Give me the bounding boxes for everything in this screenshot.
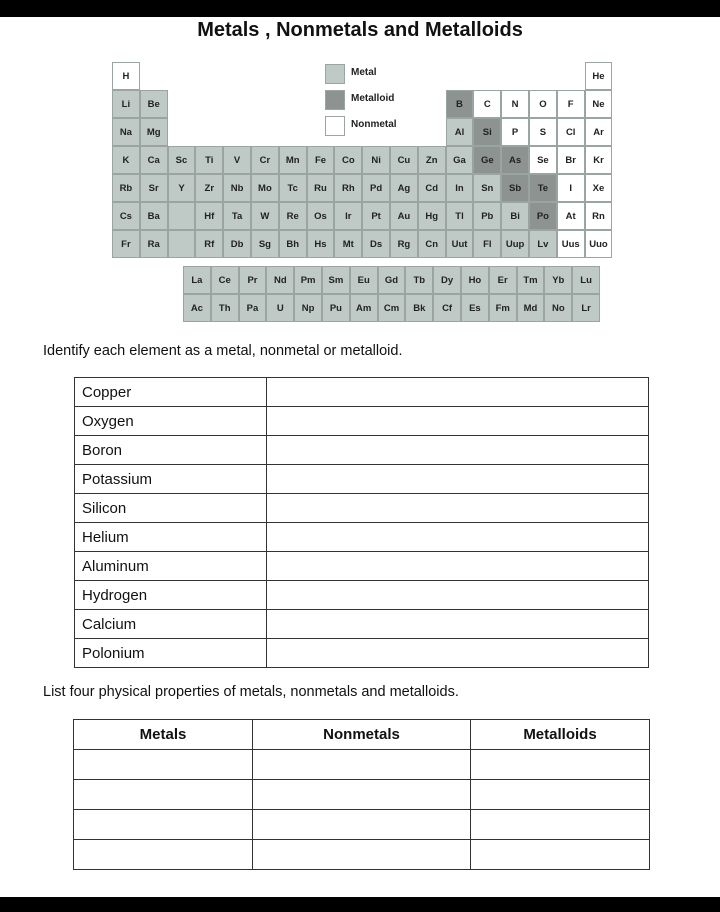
element-cell-rh: Rh [334, 174, 362, 202]
element-cell-si: Si [473, 118, 501, 146]
header-row [74, 720, 650, 750]
element-cell-i: I [557, 174, 585, 202]
table-row [75, 581, 649, 610]
element-name: Helium [75, 523, 267, 552]
answer-cell[interactable] [267, 581, 649, 610]
question-2-prompt: List four physical properties of metals, nonmetals and metalloids. [43, 684, 459, 700]
element-cell-v: V [223, 146, 251, 174]
answer-cell[interactable] [267, 465, 649, 494]
legend-item-metal [325, 64, 445, 86]
answer-cell[interactable] [267, 610, 649, 639]
legend-swatch [325, 116, 345, 136]
element-cell-lu: Lu [572, 266, 600, 294]
element-cell-nd: Nd [266, 266, 294, 294]
element-name: Calcium [75, 610, 267, 639]
element-cell-hg: Hg [418, 202, 446, 230]
element-cell-tl: Tl [446, 202, 474, 230]
table-row [74, 840, 650, 870]
element-cell-ir: Ir [334, 202, 362, 230]
table-row [75, 639, 649, 668]
element-cell-er: Er [489, 266, 517, 294]
answer-cell[interactable] [267, 639, 649, 668]
property-cell-metalloids[interactable] [471, 780, 650, 810]
element-cell-ge: Ge [473, 146, 501, 174]
legend-item-nonmetal [325, 116, 445, 138]
element-cell-xe: Xe [585, 174, 613, 202]
element-cell-ga: Ga [446, 146, 474, 174]
element-cell-as: As [501, 146, 529, 174]
property-cell-metalloids[interactable] [471, 840, 650, 870]
element-cell-lr: Lr [572, 294, 600, 322]
element-cell-cs: Cs [112, 202, 140, 230]
table-row [75, 552, 649, 581]
classification-table [74, 377, 649, 668]
element-cell-li: Li [112, 90, 140, 118]
element-cell-sn: Sn [473, 174, 501, 202]
element-cell-sr: Sr [140, 174, 168, 202]
element-cell-pa: Pa [239, 294, 267, 322]
element-cell-ru: Ru [307, 174, 335, 202]
element-name: Oxygen [75, 407, 267, 436]
element-cell-pm: Pm [294, 266, 322, 294]
element-cell-po: Po [529, 202, 557, 230]
element-cell-os: Os [307, 202, 335, 230]
element-cell-ag: Ag [390, 174, 418, 202]
element-cell-uuo: Uuo [585, 230, 613, 258]
element-cell-ra: Ra [140, 230, 168, 258]
answer-cell[interactable] [267, 552, 649, 581]
element-cell-b: B [446, 90, 474, 118]
element-cell-cm: Cm [378, 294, 406, 322]
property-cell-metalloids[interactable] [471, 750, 650, 780]
answer-cell[interactable] [267, 407, 649, 436]
element-cell-pr: Pr [239, 266, 267, 294]
answer-cell[interactable] [267, 378, 649, 407]
element-cell-dy: Dy [433, 266, 461, 294]
element-cell-tc: Tc [279, 174, 307, 202]
element-cell-au: Au [390, 202, 418, 230]
element-cell-o: O [529, 90, 557, 118]
element-cell-te: Te [529, 174, 557, 202]
element-placeholder-cell [168, 230, 196, 258]
table-row [75, 465, 649, 494]
property-cell-nonmetals[interactable] [253, 780, 471, 810]
element-cell-lv: Lv [529, 230, 557, 258]
element-cell-zn: Zn [418, 146, 446, 174]
legend-label: Nonmetal [351, 119, 397, 130]
element-name: Polonium [75, 639, 267, 668]
element-cell-ni: Ni [362, 146, 390, 174]
element-cell-co: Co [334, 146, 362, 174]
legend-item-metalloid [325, 90, 445, 112]
column-header-nonmetals: Nonmetals [253, 720, 471, 750]
element-cell-ta: Ta [223, 202, 251, 230]
element-name: Potassium [75, 465, 267, 494]
legend-swatch [325, 64, 345, 84]
element-cell-be: Be [140, 90, 168, 118]
column-header-metalloids: Metalloids [471, 720, 650, 750]
property-cell-metals[interactable] [74, 840, 253, 870]
element-cell-rg: Rg [390, 230, 418, 258]
column-header-metals: Metals [74, 720, 253, 750]
table-row [75, 436, 649, 465]
element-cell-mg: Mg [140, 118, 168, 146]
element-cell-ar: Ar [585, 118, 613, 146]
question-1-prompt: Identify each element as a metal, nonmetal or metalloid. [43, 343, 403, 359]
element-cell-zr: Zr [195, 174, 223, 202]
answer-cell[interactable] [267, 436, 649, 465]
answer-cell[interactable] [267, 494, 649, 523]
element-cell-bi: Bi [501, 202, 529, 230]
table-row [74, 780, 650, 810]
element-cell-yb: Yb [544, 266, 572, 294]
element-cell-at: At [557, 202, 585, 230]
element-cell-re: Re [279, 202, 307, 230]
table-row [74, 750, 650, 780]
element-cell-uus: Uus [557, 230, 585, 258]
element-cell-ce: Ce [211, 266, 239, 294]
element-cell-ho: Ho [461, 266, 489, 294]
element-cell-tb: Tb [405, 266, 433, 294]
element-name: Hydrogen [75, 581, 267, 610]
element-cell-pb: Pb [473, 202, 501, 230]
element-cell-k: K [112, 146, 140, 174]
element-cell-hf: Hf [195, 202, 223, 230]
element-cell-tm: Tm [517, 266, 545, 294]
element-cell-sm: Sm [322, 266, 350, 294]
element-cell-fl: Fl [473, 230, 501, 258]
property-cell-nonmetals[interactable] [253, 810, 471, 840]
property-cell-metals[interactable] [74, 810, 253, 840]
element-cell-he: He [585, 62, 613, 90]
page-title: Metals , Nonmetals and Metalloids [197, 19, 523, 41]
element-cell-cr: Cr [251, 146, 279, 174]
element-cell-am: Am [350, 294, 378, 322]
element-cell-cu: Cu [390, 146, 418, 174]
element-cell-pd: Pd [362, 174, 390, 202]
element-cell-uut: Uut [446, 230, 474, 258]
element-cell-sc: Sc [168, 146, 196, 174]
worksheet-page [0, 17, 720, 897]
element-cell-rf: Rf [195, 230, 223, 258]
element-cell-cd: Cd [418, 174, 446, 202]
element-cell-th: Th [211, 294, 239, 322]
element-cell-p: P [501, 118, 529, 146]
element-cell-la: La [183, 266, 211, 294]
element-cell-eu: Eu [350, 266, 378, 294]
element-cell-ac: Ac [183, 294, 211, 322]
element-cell-bk: Bk [405, 294, 433, 322]
element-cell-cf: Cf [433, 294, 461, 322]
element-cell-h: H [112, 62, 140, 90]
element-placeholder-cell [168, 202, 196, 230]
element-name: Silicon [75, 494, 267, 523]
table-row [75, 523, 649, 552]
element-cell-ba: Ba [140, 202, 168, 230]
element-cell-fr: Fr [112, 230, 140, 258]
element-cell-pu: Pu [322, 294, 350, 322]
element-cell-sb: Sb [501, 174, 529, 202]
element-name: Aluminum [75, 552, 267, 581]
element-cell-al: Al [446, 118, 474, 146]
element-cell-ne: Ne [585, 90, 613, 118]
element-cell-cn: Cn [418, 230, 446, 258]
element-name: Boron [75, 436, 267, 465]
answer-cell[interactable] [267, 523, 649, 552]
element-cell-es: Es [461, 294, 489, 322]
table-row [75, 407, 649, 436]
element-name: Copper [75, 378, 267, 407]
element-cell-mn: Mn [279, 146, 307, 174]
table-row [75, 494, 649, 523]
element-cell-rn: Rn [585, 202, 613, 230]
properties-table [73, 719, 650, 870]
element-cell-f: F [557, 90, 585, 118]
element-cell-ds: Ds [362, 230, 390, 258]
element-cell-ca: Ca [140, 146, 168, 174]
property-cell-metals[interactable] [74, 750, 253, 780]
element-cell-md: Md [517, 294, 545, 322]
element-cell-sg: Sg [251, 230, 279, 258]
element-cell-n: N [501, 90, 529, 118]
table-row [74, 810, 650, 840]
element-cell-fm: Fm [489, 294, 517, 322]
element-cell-no: No [544, 294, 572, 322]
legend-swatch [325, 90, 345, 110]
element-cell-kr: Kr [585, 146, 613, 174]
element-cell-w: W [251, 202, 279, 230]
element-cell-mo: Mo [251, 174, 279, 202]
table-row [75, 378, 649, 407]
element-cell-in: In [446, 174, 474, 202]
property-cell-nonmetals[interactable] [253, 840, 471, 870]
element-cell-pt: Pt [362, 202, 390, 230]
legend-label: Metal [351, 67, 377, 78]
element-cell-se: Se [529, 146, 557, 174]
property-cell-nonmetals[interactable] [253, 750, 471, 780]
property-cell-metalloids[interactable] [471, 810, 650, 840]
element-cell-na: Na [112, 118, 140, 146]
property-cell-metals[interactable] [74, 780, 253, 810]
element-cell-fe: Fe [307, 146, 335, 174]
element-cell-s: S [529, 118, 557, 146]
element-cell-uup: Uup [501, 230, 529, 258]
element-cell-db: Db [223, 230, 251, 258]
element-cell-mt: Mt [334, 230, 362, 258]
element-cell-hs: Hs [307, 230, 335, 258]
table-row [75, 610, 649, 639]
element-cell-br: Br [557, 146, 585, 174]
element-cell-cl: Cl [557, 118, 585, 146]
legend-label: Metalloid [351, 93, 395, 104]
element-cell-ti: Ti [195, 146, 223, 174]
element-cell-gd: Gd [378, 266, 406, 294]
element-cell-y: Y [168, 174, 196, 202]
element-cell-c: C [473, 90, 501, 118]
element-cell-bh: Bh [279, 230, 307, 258]
element-cell-u: U [266, 294, 294, 322]
element-cell-rb: Rb [112, 174, 140, 202]
element-cell-np: Np [294, 294, 322, 322]
element-cell-nb: Nb [223, 174, 251, 202]
